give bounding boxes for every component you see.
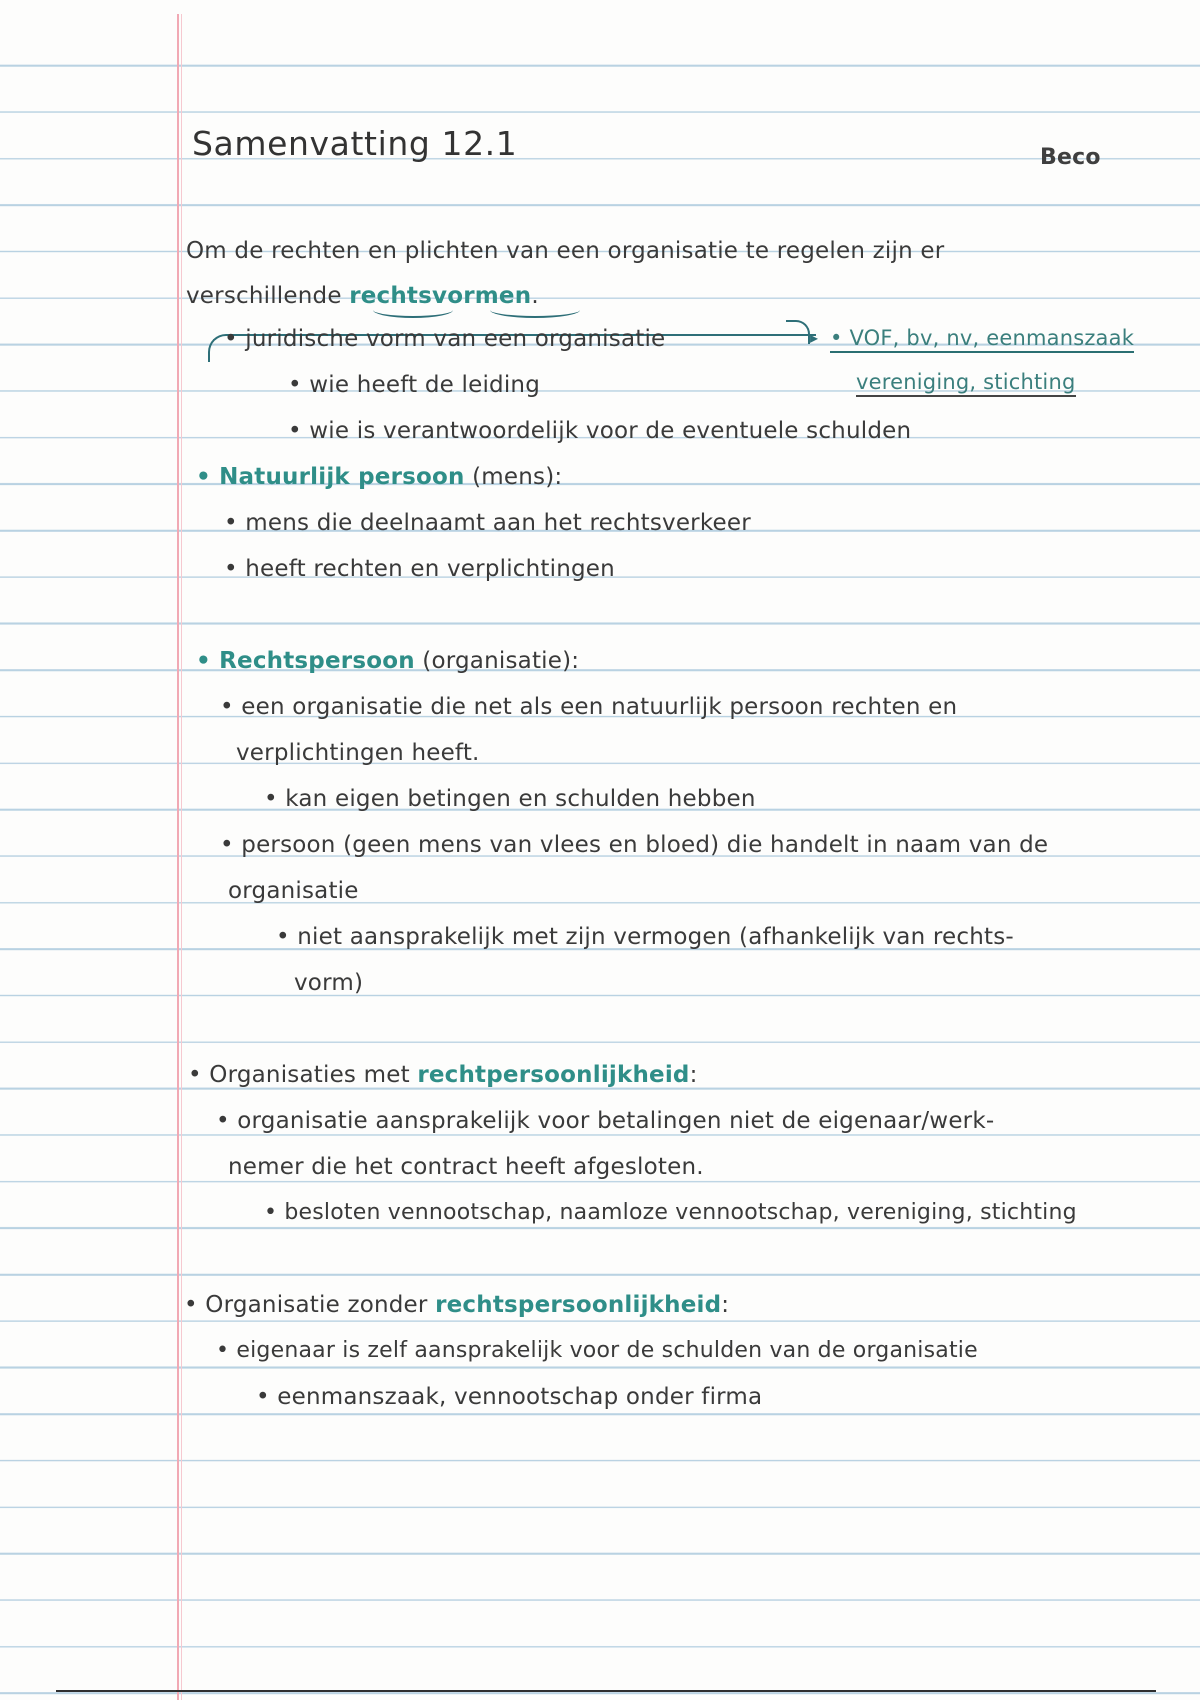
natuurlijk-persoon-point-1: • mens die deelnaamt aan het rechtsverkeer [224,510,751,536]
rechtsvorm-examples-1 [830,326,1134,350]
rechtspersoon-line-1: • een organisatie die net als een natuurlijk persoon rechten en [220,694,958,720]
zonder-rp-line-1: • eigenaar is zelf aansprakelijk voor de schulden van de organisatie [216,1338,978,1363]
rechtsvorm-definition: • juridische vorm van een organisatie [224,326,666,352]
intro-line-2-prefix: verschillende [186,283,350,309]
page-bottom-rule [56,1690,1156,1692]
term-natuurlijk-persoon: • Natuurlijk persoon [196,464,465,490]
met-rp-line-2: nemer die het contract heeft afgesloten. [228,1154,704,1180]
rechtsvorm-point-2: • wie is verantwoordelijk voor de eventuele schulden [288,418,912,444]
zonder-rp-heading-prefix: • Organisatie zonder [184,1292,436,1318]
natuurlijk-persoon-heading-rest: (mens): [464,464,563,490]
intro-line-2-suffix: . [531,283,539,309]
intro-line-2 [186,283,539,309]
rechtspersoon-line-3: • kan eigen betingen en schulden hebben [264,786,756,812]
rechtspersoon-line-7: vorm) [294,970,364,996]
margin-line [177,14,179,1700]
intro-line-1: Om de rechten en plichten van een organisatie te regelen zijn er [186,238,945,264]
bracket-hump-left [373,302,453,318]
term-rechtsvormen: rechtsvormen [349,283,532,309]
rechtspersoon-line-4: • persoon (geen mens van vlees en bloed) die handelt in naam van de [220,832,1049,858]
zonder-rp-heading [184,1292,729,1318]
met-rp-line-1: • organisatie aansprakelijk voor betalingen niet de eigenaar/werk- [216,1108,995,1134]
rechtsvorm-examples-1-text: • VOF, bv, nv, eenmanszaak [830,326,1134,353]
term-rechtspersoon: • Rechtspersoon [196,648,415,674]
met-rp-heading-suffix: : [689,1062,698,1088]
zonder-rp-line-2: • eenmanszaak, vennootschap onder firma [256,1384,763,1410]
bracket-hump-right [490,302,580,318]
met-rp-line-3: • besloten vennootschap, naamloze vennootschap, vereniging, stichting [264,1200,1077,1225]
term-rechtspersoonlijkheid: rechtspersoonlijkheid [435,1292,722,1318]
rechtspersoon-heading [196,648,579,674]
zonder-rp-heading-suffix: : [721,1292,730,1318]
subject-label: Beco [1040,145,1101,170]
arrow-icon: ▸ [810,328,819,347]
page-title: Samenvatting 12.1 [192,124,518,163]
met-rp-heading-prefix: • Organisaties met [188,1062,418,1088]
natuurlijk-persoon-heading [196,464,562,490]
natuurlijk-persoon-point-2: • heeft rechten en verplichtingen [224,556,615,582]
margin-line-shadow [181,14,182,1700]
met-rp-heading [188,1062,698,1088]
rechtspersoon-line-6: • niet aansprakelijk met zijn vermogen (afhankelijk van rechts- [276,924,1014,950]
term-rechtpersoonlijkheid: rechtpersoonlijkheid [417,1062,690,1088]
rechtsvorm-examples-2 [856,370,1076,394]
rechtsvorm-examples-2-text: vereniging, stichting [856,370,1076,397]
bracket-arc-end [786,320,810,344]
rechtsvorm-point-1: • wie heeft de leiding [288,372,540,398]
rechtspersoon-heading-rest: (organisatie): [414,648,580,674]
rechtspersoon-line-5: organisatie [228,878,359,904]
rechtspersoon-line-2: verplichtingen heeft. [236,740,480,766]
